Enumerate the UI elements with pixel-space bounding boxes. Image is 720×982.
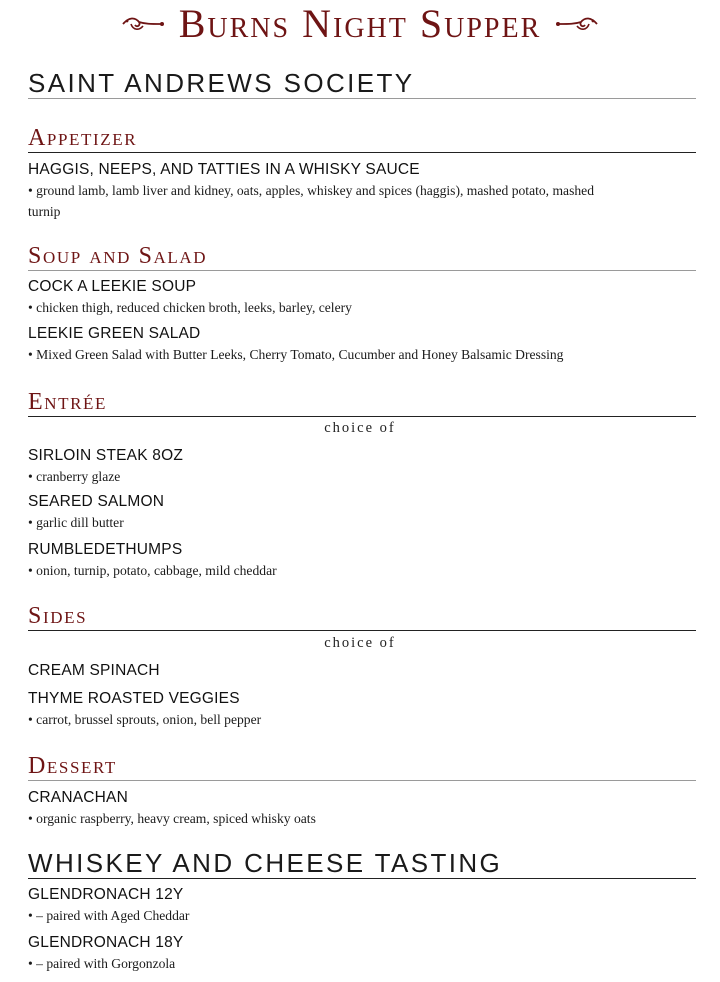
item-name: HAGGIS, NEEPS, AND TATTIES IN A WHISKY SAUCE	[28, 161, 420, 178]
menu-item	[28, 447, 688, 487]
menu-item	[28, 325, 688, 365]
item-description: • cranberry glaze	[28, 469, 121, 484]
organization-heading	[28, 68, 696, 99]
right-flourish-icon	[555, 13, 599, 35]
item-name: SEARED SALMON	[28, 493, 165, 510]
appetizer-title: Appetizer	[28, 125, 138, 151]
item-description: • garlic dill butter	[28, 515, 124, 530]
item-name: THYME ROASTED VEGGIES	[28, 690, 240, 707]
item-description: • onion, turnip, potato, cabbage, mild cheddar	[28, 563, 277, 578]
item-name: CREAM SPINACH	[28, 662, 160, 679]
tasting-heading	[28, 848, 696, 879]
item-description: • ground lamb, lamb liver and kidney, oats, apples, whiskey and spices (haggis), mashed potato, mashed turnip	[28, 183, 595, 219]
menu-item	[28, 690, 688, 730]
item-name: CRANACHAN	[28, 789, 128, 806]
menu-item	[28, 789, 688, 829]
item-description: • organic raspberry, heavy cream, spiced whisky oats	[28, 811, 316, 826]
item-description: • carrot, brussel sprouts, onion, bell pepper	[28, 712, 262, 727]
menu-item	[28, 662, 688, 680]
menu-item	[28, 934, 688, 974]
entree-choice-note: choice of	[324, 420, 396, 436]
item-description: • chicken thigh, reduced chicken broth, leeks, barley, celery	[28, 300, 352, 315]
menu-item	[28, 493, 688, 533]
item-name: LEEKIE GREEN SALAD	[28, 325, 201, 342]
left-flourish-icon	[121, 13, 165, 35]
item-description: • – paired with Gorgonzola	[28, 956, 176, 971]
menu-item	[28, 278, 688, 318]
dessert-title: Dessert	[28, 753, 117, 779]
title-row	[0, 2, 720, 46]
sides-title: Sides	[28, 603, 88, 629]
dessert-heading	[28, 752, 696, 781]
organization-title: SAINT ANDREWS SOCIETY	[28, 68, 415, 98]
soup-salad-title: Soup and Salad	[28, 243, 208, 269]
menu-item	[28, 161, 688, 222]
item-name: COCK A LEEKIE SOUP	[28, 278, 197, 295]
item-description: • Mixed Green Salad with Butter Leeks, Cherry Tomato, Cucumber and Honey Balsamic Dressing	[28, 347, 564, 362]
tasting-title: WHISKEY AND CHEESE TASTING	[28, 848, 503, 878]
entree-heading	[28, 388, 696, 417]
entree-title: Entrée	[28, 389, 108, 415]
menu-item	[28, 886, 688, 926]
menu-title: Burns Night Supper	[178, 1, 542, 46]
item-name: RUMBLEDETHUMPS	[28, 541, 183, 558]
sides-choice-note: choice of	[324, 635, 396, 651]
item-description: • – paired with Aged Cheddar	[28, 908, 190, 923]
item-name: GLENDRONACH 18Y	[28, 934, 184, 951]
appetizer-heading	[28, 124, 696, 153]
soup-salad-heading	[28, 242, 696, 271]
item-name: GLENDRONACH 12Y	[28, 886, 184, 903]
menu-item	[28, 541, 688, 581]
item-name: SIRLOIN STEAK 8OZ	[28, 447, 183, 464]
sides-heading	[28, 602, 696, 631]
